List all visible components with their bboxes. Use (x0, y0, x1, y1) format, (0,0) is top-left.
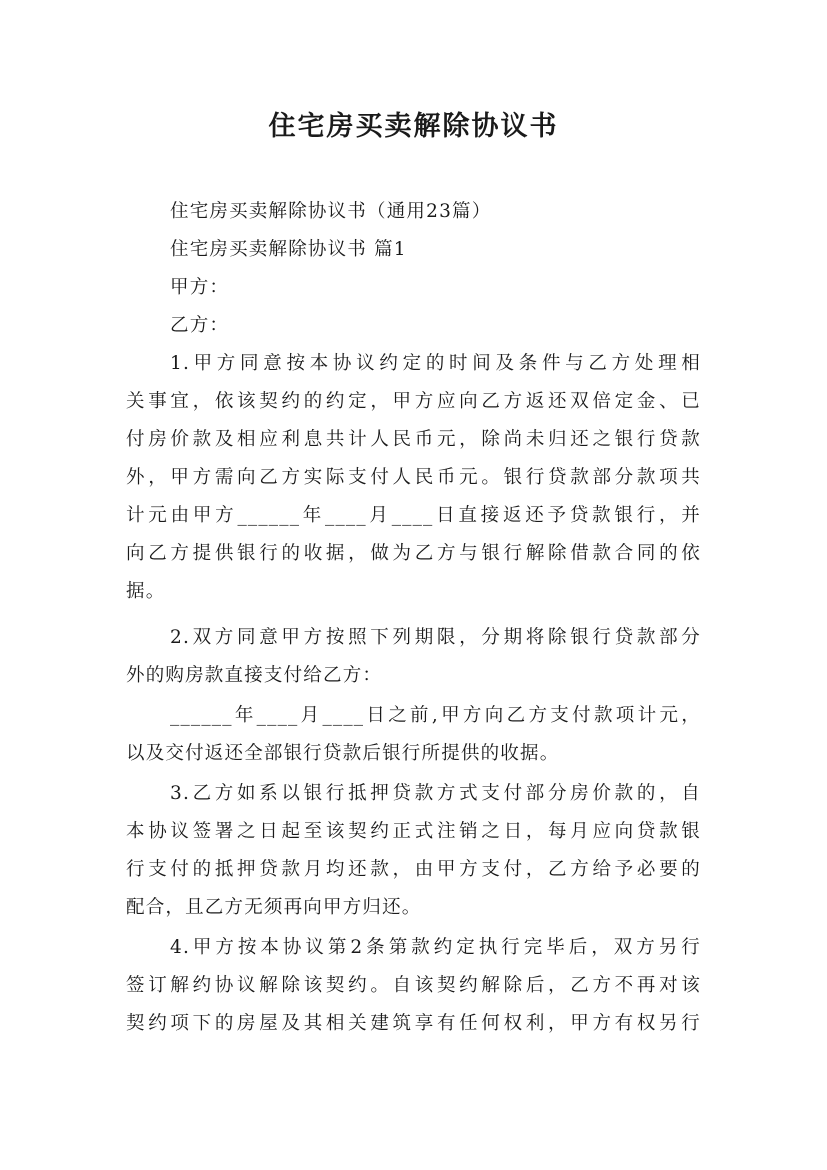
clause-2 (126, 619, 701, 695)
clause-1-line: 计元由甲方______年____月____日直接返还予贷款银行，并 (126, 505, 701, 526)
clause-1-line: 付房价款及相应利息共计人民币元，除尚未归还之银行贷款 (126, 429, 701, 450)
party-b-line (126, 307, 745, 345)
clause-3-line: 行支付的抵押贷款月均还款，由甲方支付，乙方给予必要的 (126, 859, 701, 880)
clause-3-line: 本协议签署之日起至该契约正式注销之日，每月应向贷款银 (126, 821, 701, 842)
clause-1 (126, 345, 701, 611)
section-heading (126, 231, 745, 269)
clause-2-detail (126, 697, 701, 773)
party-a-line (126, 269, 745, 307)
clause-4-line: 4.甲方按本协议第2条第款约定执行完毕后，双方另行 (170, 937, 701, 958)
clause-1-line: 据。 (126, 581, 166, 602)
section-heading-text: 住宅房买卖解除协议书 篇1 (170, 239, 407, 260)
clause-2-line: 外的购房款直接支付给乙方： (126, 665, 383, 686)
clause-4 (126, 929, 701, 1043)
party-a-label: 甲方： (170, 277, 230, 298)
subtitle-text: 住宅房买卖解除协议书（通用23篇） (170, 201, 492, 222)
document-title: 住宅房买卖解除协议书 (268, 111, 559, 142)
party-b-label: 乙方： (170, 315, 230, 336)
clause-1-line: 关事宜，依该契约的约定，甲方应向乙方返还双倍定金、已 (126, 391, 701, 412)
clause-1-line: 向乙方提供银行的收据，做为乙方与银行解除借款合同的依 (126, 543, 701, 564)
clause-3-line: 配合，且乙方无须再向甲方归还。 (126, 897, 422, 918)
clause-1-line: 1.甲方同意按本协议约定的时间及条件与乙方处理相 (170, 353, 701, 374)
document-subtitle (126, 193, 745, 231)
clause-1-line: 外，甲方需向乙方实际支付人民币元。银行贷款部分款项共 (126, 467, 701, 488)
clause-4-line: 契约项下的房屋及其相关建筑享有任何权利，甲方有权另行 (126, 1013, 701, 1034)
clause-2-detail-line: 以及交付返还全部银行贷款后银行所提供的收据。 (126, 743, 560, 764)
clause-2-line: 2.双方同意甲方按照下列期限，分期将除银行贷款部分 (170, 627, 701, 648)
clause-4-line: 签订解约协议解除该契约。自该契约解除后，乙方不再对该 (126, 975, 701, 996)
clause-3 (126, 775, 701, 927)
clause-3-line: 3.乙方如系以银行抵押贷款方式支付部分房价款的，自 (170, 783, 701, 804)
clause-2-detail-line: ______年____月____日之前,甲方向乙方支付款项计元， (170, 705, 701, 726)
